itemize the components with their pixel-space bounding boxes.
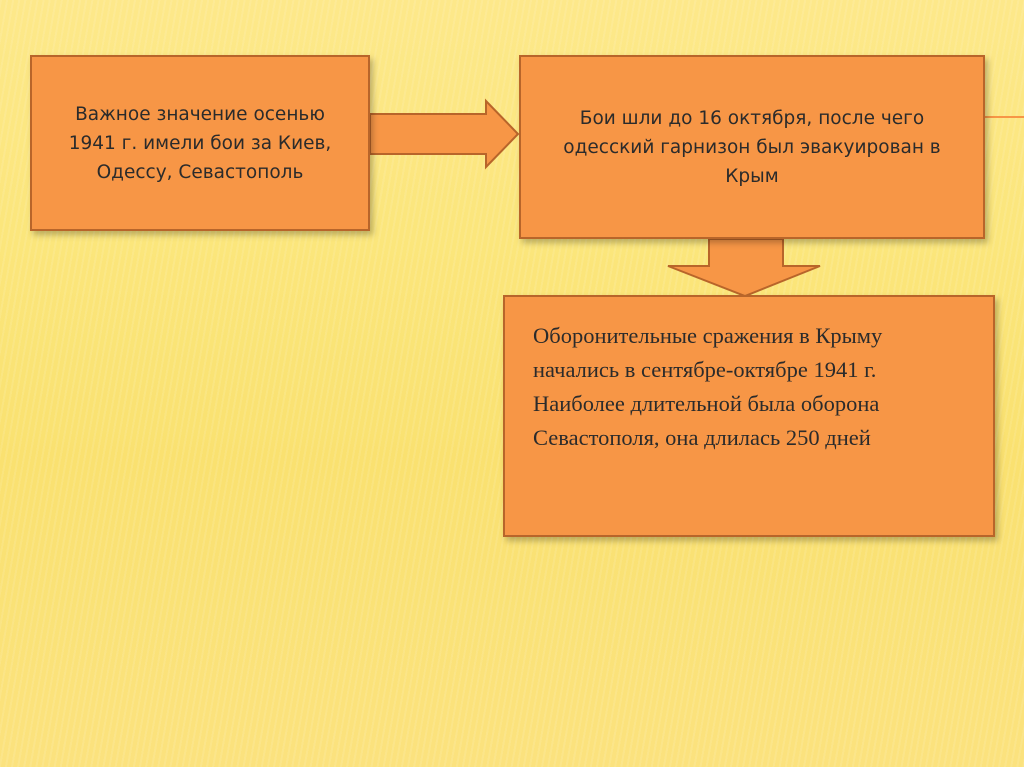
box-odessa-evacuation bbox=[519, 55, 985, 239]
box2-text: Бои шли до 16 октября, после чего одесский гарнизон был эвакуирован в Крым bbox=[563, 107, 941, 187]
right-arrow bbox=[370, 101, 518, 167]
box3-text: Оборонительные сражения в Крыму начались в сентябре-октябре 1941 г. Наиболее длительной была оборона Севастополя, она длилась 250 дней bbox=[533, 323, 883, 450]
box1-text: Важное значение осенью 1941 г. имели бои за Киев, Одессу, Севастополь bbox=[68, 103, 332, 183]
box-kiev-odessa-sevastopol bbox=[30, 55, 370, 231]
box-crimea-defense bbox=[503, 295, 995, 537]
down-arrow bbox=[668, 239, 820, 296]
